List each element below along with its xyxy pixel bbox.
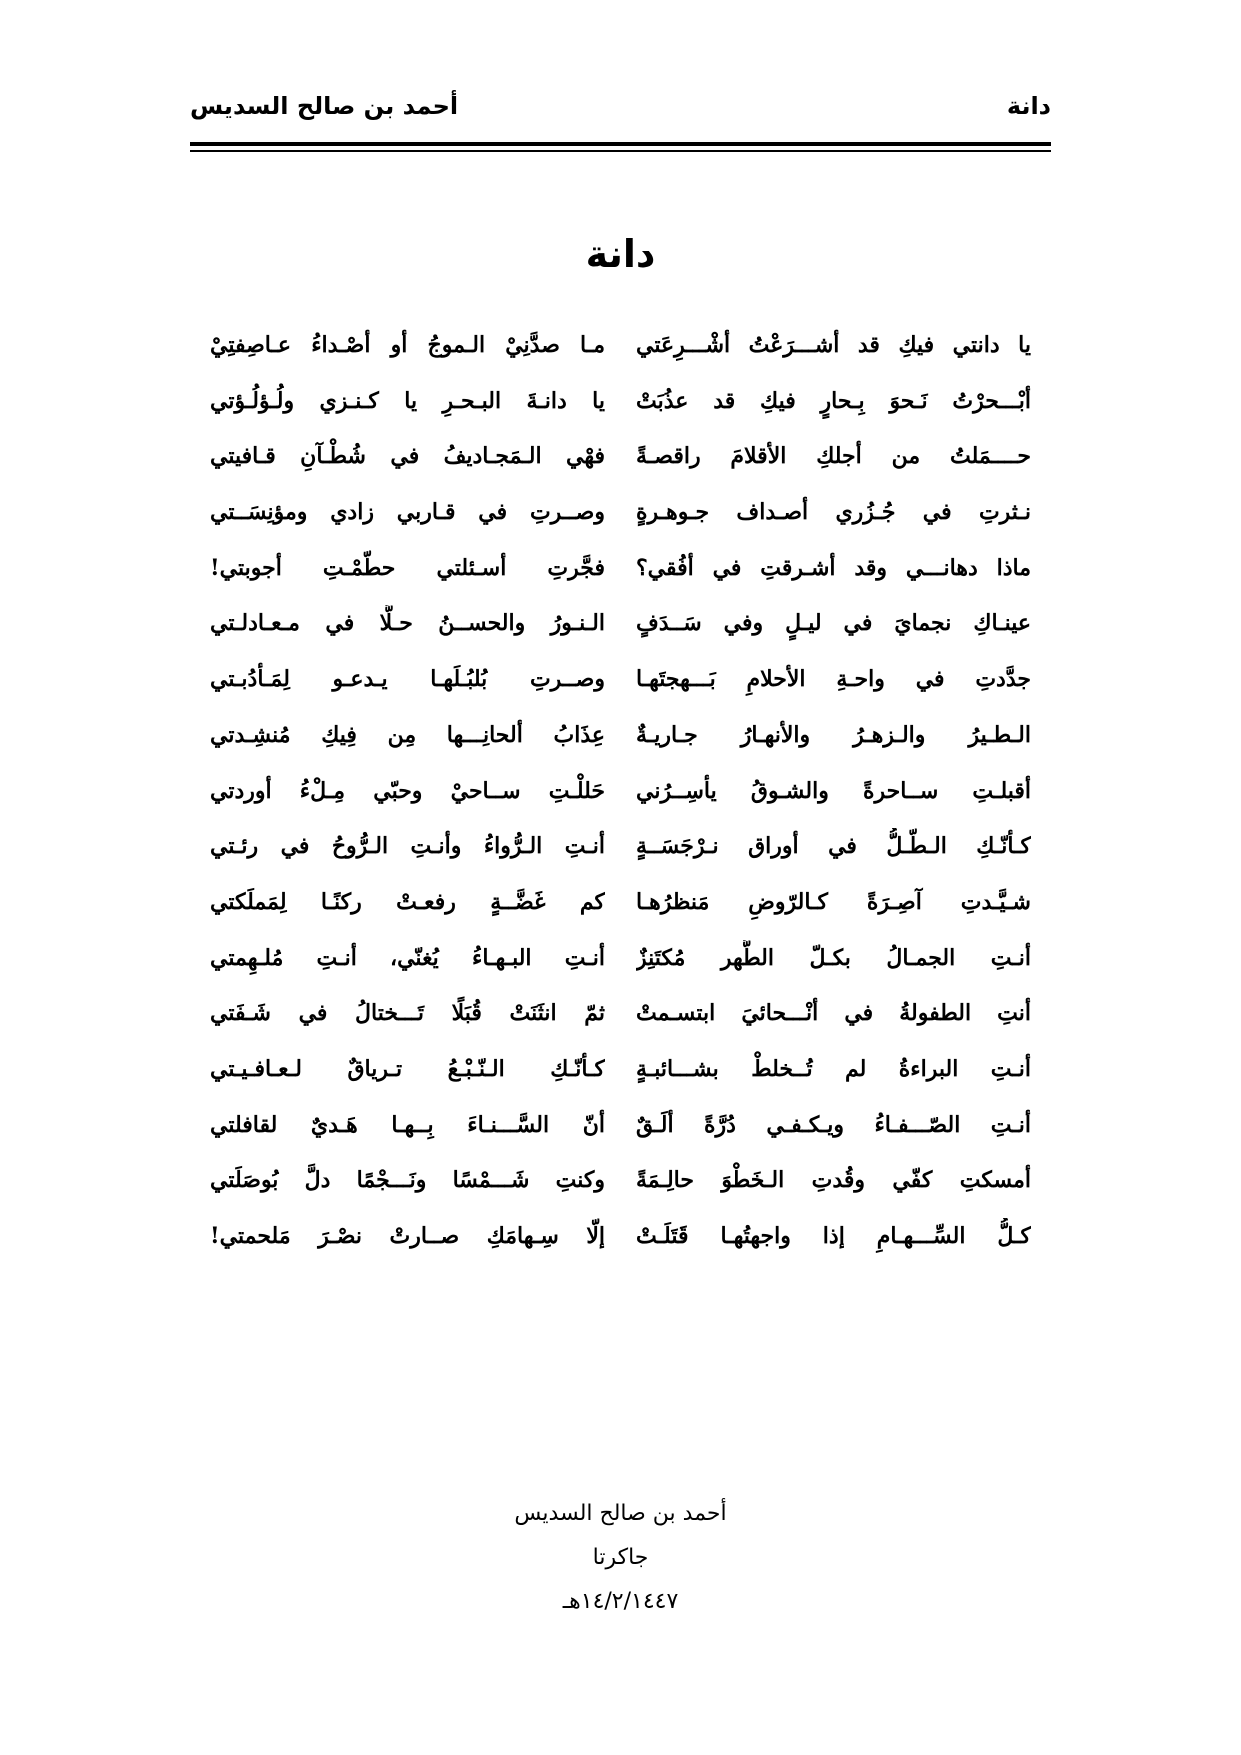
verse-row <box>210 494 1031 550</box>
signature-date: ١٤/٢/١٤٤٧هـ <box>562 1589 679 1614</box>
verse-row <box>210 884 1031 940</box>
verse-first-hemistich: عينـاكِ نجمايَ في ليـلٍ وفي سَــدَفٍ <box>636 610 1031 637</box>
verse-first-hemistich: الـطـيرُ والـزهـرُ والأنهـارُ جـاريـةٌ <box>636 721 1031 748</box>
verse-first-hemistich: حــــمَلتُ من أجلكِ الأقلامَ راقصـةً <box>636 443 1031 470</box>
verse-first-hemistich: نـثرتِ في جُـزُري أصـداف جـوهـرةٍ <box>636 499 1031 526</box>
verse-row <box>210 717 1031 773</box>
verse-second-hemistich: حَللْـتِ ســاحيْ وحبّي مِـلْءُ أوردتي <box>210 777 605 804</box>
header-title: دانة <box>1006 92 1051 120</box>
verse-first-hemistich: أنـتِ الجمـالُ بكـلّ الطُّهر مُكتَنِزٌ <box>636 944 1031 971</box>
verse-first-hemistich: أمسكتِ كفّي وقُدتِ الـخَطْوَ حالِـمَةً <box>636 1167 1031 1194</box>
header-rule-thin <box>190 150 1051 152</box>
verse-row <box>210 438 1031 494</box>
poem-title: دانة <box>585 232 656 276</box>
verse-row <box>210 1218 1031 1274</box>
verse-second-hemistich: كم غَضَّــةٍ رفعـتْ ركنًـا لِمَملَكتي <box>210 888 605 915</box>
verse-first-hemistich: كـأنّـكِ الـطّـلُّ في أوراق نـرْجَسَــةٍ <box>636 833 1031 860</box>
verse-second-hemistich: الـنـورُ والحســنُ حـلَّا في مـعـادلـتي <box>210 610 605 637</box>
signature-name: أحمد بن صالح السديس <box>514 1501 727 1526</box>
verse-row <box>210 828 1031 884</box>
verse-first-hemistich: أبْـــحرْتُ نَـحوَ بِـحارٍ فيكِ قد عذُبَتْ <box>636 387 1031 414</box>
verse-second-hemistich: فجَّرتِ أسـئلتي حطّمْـتِ أجوبتي! <box>210 554 605 581</box>
verse-second-hemistich: مـا صدَّنِيْ الـموجُ أو أصْـداءُ عـاصِفتِيْ <box>210 332 605 358</box>
verse-second-hemistich: ثمّ انثَنَتْ قُبَلًا تَـــختالُ في شَـفَتي <box>210 1000 605 1027</box>
header-rule-thick <box>190 142 1051 146</box>
verse-row <box>210 1051 1031 1107</box>
verse-row <box>210 995 1031 1051</box>
verse-row <box>210 605 1031 661</box>
verse-first-hemistich: أنـتِ البراءةُ لم تُــخلطْ بشـــائبـةٍ <box>636 1055 1031 1082</box>
poem-verses <box>210 327 1031 1274</box>
verse-first-hemistich: كـلُّ السِّـــهـامِ إذا واجهتُهـا قَتَلَـتْ <box>636 1223 1031 1249</box>
verse-second-hemistich: أنـتِ البـهـاءُ يُغنّي، أنـتِ مُلـهِمتي <box>210 944 605 971</box>
verse-row <box>210 327 1031 383</box>
verse-row <box>210 773 1031 829</box>
verse-row <box>210 1162 1031 1218</box>
verse-row <box>210 1107 1031 1163</box>
verse-second-hemistich: عِذَابُ ألحانِـــها مِن فِيكِ مُنشِـدتي <box>210 721 605 748</box>
verse-first-hemistich: ماذا دهانـــي وقد أشـرقتِ في أفُقي؟ <box>636 554 1031 581</box>
verse-row <box>210 661 1031 717</box>
verse-second-hemistich: وكنتِ شَـــمْسًا ونَـــجْمًا دلَّ بُوصَلَتي <box>210 1167 605 1194</box>
signature-place: جاكرتا <box>592 1545 649 1570</box>
verse-second-hemistich: وصــرتِ في قـاربي زادي ومؤنِسَــتي <box>210 499 605 526</box>
verse-first-hemistich: يا دانتي فيكِ قد أشـــرَعْتُ أشْـــرِعَتي <box>636 332 1031 358</box>
verse-first-hemistich: أنـتِ الصّـــفـاءُ ويـكـفـي دُرَّةً ألَـقٌ <box>636 1111 1031 1138</box>
verse-first-hemistich: أنتِ الطفولةُ في أنْـــحائيَ ابتسـمتْ <box>636 1000 1031 1027</box>
verse-second-hemistich: يا دانـةَ البـحـرِ يا كـنـزي ولُـؤلُـؤتي <box>210 387 605 414</box>
verse-second-hemistich: كـأنّـكِ الـنّـبْـعُ تـرياقٌ لـعـافـيـتي <box>210 1055 605 1082</box>
verse-second-hemistich: أنـتِ الـرُّواءُ وأنـتِ الـرُّوحُ في رئـتي <box>210 833 605 860</box>
running-header <box>190 92 1051 132</box>
verse-second-hemistich: فهْي الـمَجـاديفُ في شُطْـآنِ قـافيتي <box>210 443 605 470</box>
verse-first-hemistich: جدَّدتِ في واحـةِ الأحلامِ بَـــهجتَهـا <box>636 666 1031 693</box>
signature-block <box>0 1492 1241 1624</box>
verse-second-hemistich: وصــرتِ بُلبُـلَهـا يـدعـو لِمَـأدُبـتي <box>210 666 605 693</box>
verse-first-hemistich: شـيَّـدتِ آصِـرَةً كـالرّوضِ مَنظرُهـا <box>636 888 1031 915</box>
verse-first-hemistich: أقبلـتِ ســاحرةً والشـوقُ يأسِــرُني <box>636 777 1031 804</box>
verse-row <box>210 383 1031 439</box>
header-author: أحمد بن صالح السديس <box>190 92 459 120</box>
verse-row <box>210 940 1031 996</box>
verse-second-hemistich: إلّا سِـهامَكِ صــارتْ نصْـرَ مَلحمتي! <box>210 1223 605 1249</box>
verse-second-hemistich: أنّ السَّـــنـاءَ بِــهـا هَـديٌ لقافلتي <box>210 1111 605 1138</box>
verse-row <box>210 550 1031 606</box>
